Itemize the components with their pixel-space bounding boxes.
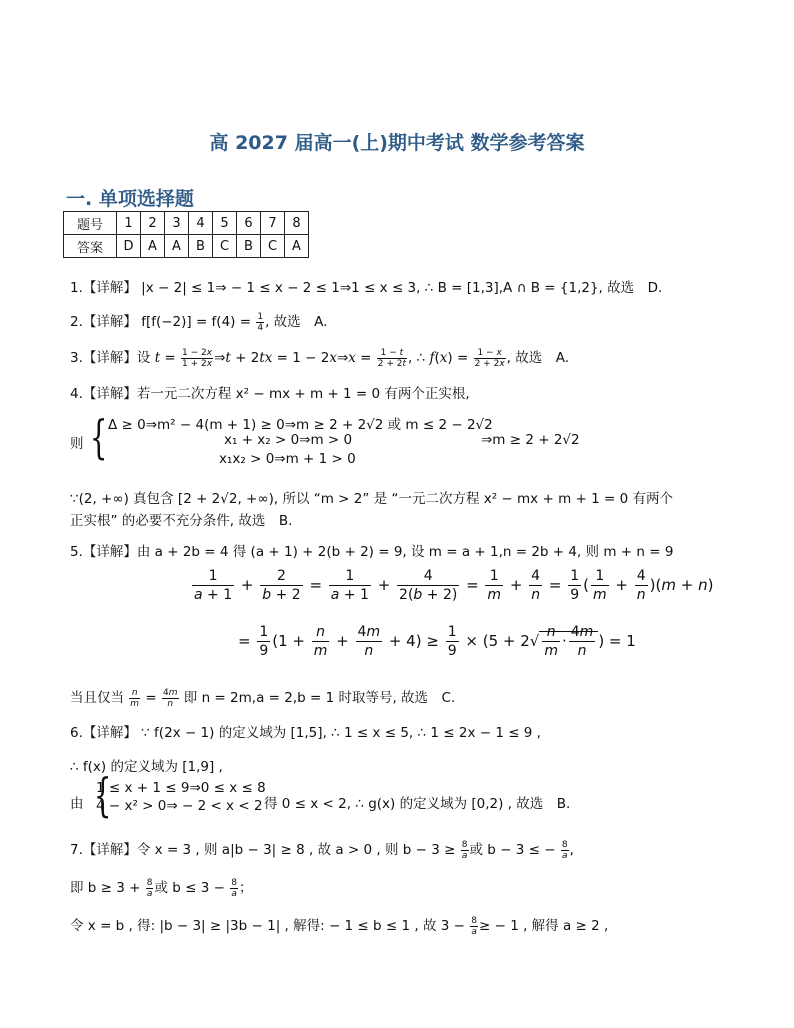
fraction: $\frac{8}{a}$ bbox=[471, 915, 477, 937]
fraction: $\frac{1 - 2x}{1 + 2x}$ bbox=[182, 347, 213, 369]
q4-case3: x₁x₂ > 0⇒m + 1 > 0 bbox=[219, 451, 356, 467]
left-brace: { bbox=[93, 768, 112, 822]
table-header-cell: 5 bbox=[213, 212, 237, 235]
table-header-cell: 2 bbox=[141, 212, 165, 235]
q6-case2: 4 − x² > 0⇒ − 2 < x < 2 bbox=[96, 798, 263, 814]
q4-result: ⇒m ≥ 2 + 2√2 bbox=[481, 432, 580, 448]
table-header-cell: 3 bbox=[165, 212, 189, 235]
q5-line1: 5.【详解】由 a + 2b = 4 得 (a + 1) + 2(b + 2) = 9, 设 m = a + 1,n = 2b + 4, 则 m + n = 9 bbox=[70, 544, 674, 560]
q5-line4: 当且仅当 $\frac{n}{m}$ = $\frac{4m}{n}$ 即 n = 2m,a = 2,b = 1 时取等号, 故选 C. bbox=[70, 687, 456, 709]
q4-line3: ∵(2, +∞) 真包含 [2 + 2√2, +∞), 所以 “m > 2” 是 “一元二次方程 x² − mx + m + 1 = 0 有两个 bbox=[70, 491, 673, 507]
table-cell: A bbox=[141, 235, 165, 258]
explain-tag: 【详解】 bbox=[82, 350, 137, 366]
q4-then: 则 bbox=[70, 436, 84, 452]
fraction: $\frac{8}{a}$ bbox=[561, 839, 568, 861]
q4-case1: Δ ≥ 0⇒m² − 4(m + 1) ≥ 0⇒m ≥ 2 + 2√2 或 m ≤ 2 − 2√2 bbox=[108, 417, 493, 433]
table-header-cell: 8 bbox=[285, 212, 309, 235]
fraction: $\frac{8}{a}$ bbox=[146, 877, 153, 899]
table-row bbox=[64, 235, 309, 258]
denominator: 4 bbox=[257, 322, 264, 333]
fraction bbox=[256, 312, 264, 333]
answer-table bbox=[63, 211, 309, 258]
q2-expr: f[f(−2)] = f(4) = bbox=[141, 314, 256, 330]
fraction: $\frac{4m}{n}$ bbox=[162, 687, 178, 709]
table-cell: C bbox=[213, 235, 237, 258]
table-cell: A bbox=[285, 235, 309, 258]
table-cell: A bbox=[165, 235, 189, 258]
q2-number: 2. bbox=[70, 314, 83, 330]
numerator: 1 bbox=[257, 311, 264, 322]
q3-number: 3. bbox=[70, 350, 83, 366]
table-header-cell: 题号 bbox=[64, 212, 117, 235]
fraction: $\frac{8}{a}$ bbox=[231, 877, 237, 899]
q5-conclusion: 即 n = 2m,a = 2,b = 1 时取等号, 故选 C. bbox=[183, 690, 456, 706]
q7-text: 即 b ≥ 3 + bbox=[70, 880, 141, 896]
section-heading: 一. 单项选择题 bbox=[66, 188, 194, 210]
q5-condition-label: 当且仅当 bbox=[70, 690, 124, 706]
q4-line1: 4.【详解】若一元二次方程 x² − mx + m + 1 = 0 有两个正实根, bbox=[70, 386, 470, 402]
q2-line bbox=[70, 310, 327, 333]
table-cell: B bbox=[189, 235, 213, 258]
q7-text: ≥ − 1 , 解得 a ≥ 2 , bbox=[478, 918, 609, 934]
table-cell: D bbox=[117, 235, 141, 258]
q3-tail: , 故选 A. bbox=[506, 350, 570, 366]
q4-case2: x₁ + x₂ > 0⇒m > 0 bbox=[224, 432, 353, 448]
table-header-cell: 1 bbox=[117, 212, 141, 235]
table-header-cell: 4 bbox=[189, 212, 213, 235]
fraction: $\frac{1 - t}{2 + 2t}$ bbox=[377, 347, 407, 369]
q6-line3-pre: 由 bbox=[70, 796, 84, 812]
page-title: 高 2027 届高一(上)期中考试 数学参考答案 bbox=[209, 132, 585, 154]
table-cell: B bbox=[237, 235, 261, 258]
left-brace: { bbox=[89, 410, 108, 464]
q6-case1: 1 ≤ x + 1 ≤ 9⇒0 ≤ x ≤ 8 bbox=[96, 780, 266, 796]
table-cell: C bbox=[261, 235, 285, 258]
q3-line: 3.【详解】设 t = $\frac{1 - 2x}{1 + 2x}$ ⇒t + 2tx = 1 − 2x⇒x = $\frac{1 - t}{2 + 2t}$ , ∴ f(x) = $\frac{1 - x}{2 + 2x}$ , 故选 A. bbox=[70, 347, 570, 369]
q7-text: 令 x = b , 得: |b − 3| ≥ |3b − 1| , 解得: − 1 ≤ b ≤ 1 , 故 3 − bbox=[70, 918, 465, 934]
q2-tail: , 故选 A. bbox=[265, 314, 328, 330]
table-header-cell: 6 bbox=[237, 212, 261, 235]
q7-line1: 7.【详解】令 x = 3 , 则 a|b − 3| ≥ 8 , 故 a > 0 , 则 b − 3 ≥ $\frac{8}{a}$ 或 b − 3 ≤ − $\frac{8}{a}$ , bbox=[70, 839, 574, 861]
q6-line1: 6.【详解】 ∵ f(2x − 1) 的定义域为 [1,5], ∴ 1 ≤ x ≤ 5, ∴ 1 ≤ 2x − 1 ≤ 9 , bbox=[70, 725, 541, 741]
explain-tag: 【详解】 bbox=[82, 314, 137, 330]
q4-line4: 正实根” 的必要不充分条件, 故选 B. bbox=[70, 513, 293, 529]
q6-line3-post: 得 0 ≤ x < 2, ∴ g(x) 的定义域为 [0,2) , 故选 B. bbox=[264, 796, 571, 812]
q5-equation1: $\frac{1}{a + 1}$ + $\frac{2}{b + 2}$ = $\frac{1}{a + 1}$ + $\frac{4}{2(b + 2)}$ = $\frac{1}{m}$ + $\frac{4}{n}$ = $\frac{1}{9}$ ( $\frac{1}{m}$ + $\frac{4}{n}$ )(m + n) bbox=[194, 568, 714, 603]
q7-text: 或 b − 3 ≤ − bbox=[469, 842, 556, 858]
table-cell: 答案 bbox=[64, 235, 117, 258]
q7-text: 7.【详解】令 x = 3 , 则 a|b − 3| ≥ 8 , 故 a > 0 , 则 b − 3 ≥ bbox=[70, 842, 456, 858]
q5-equation2: = $\frac{1}{9}$ (1 + $\frac{n}{m}$ + $\frac{4m}{n}$ + 4) ≥ $\frac{1}{9}$ × (5 + 2√ $\frac{n}{m}$ · $\frac{4m}{n}$ ) = 1 bbox=[238, 624, 636, 659]
fraction: $\frac{n}{m}$ bbox=[130, 687, 140, 709]
q7-line3 bbox=[70, 914, 608, 937]
q7-text: 或 b ≤ 3 − bbox=[154, 880, 225, 896]
q1-line: 1.【详解】 |x − 2| ≤ 1⇒ − 1 ≤ x − 2 ≤ 1⇒1 ≤ x ≤ 3, ∴ B = [1,3],A ∩ B = {1,2}, 故选 D. bbox=[70, 280, 663, 296]
table-row bbox=[64, 212, 309, 235]
fraction: $\frac{1 - x}{2 + 2x}$ bbox=[474, 347, 505, 369]
table-header-cell: 7 bbox=[261, 212, 285, 235]
q6-line2: ∴ f(x) 的定义域为 [1,9] , bbox=[70, 759, 223, 775]
fraction: $\frac{8}{a}$ bbox=[461, 839, 468, 861]
q7-line2: 即 b ≥ 3 + $\frac{8}{a}$ 或 b ≤ 3 − $\frac{8}{a}$ ； bbox=[70, 877, 253, 899]
